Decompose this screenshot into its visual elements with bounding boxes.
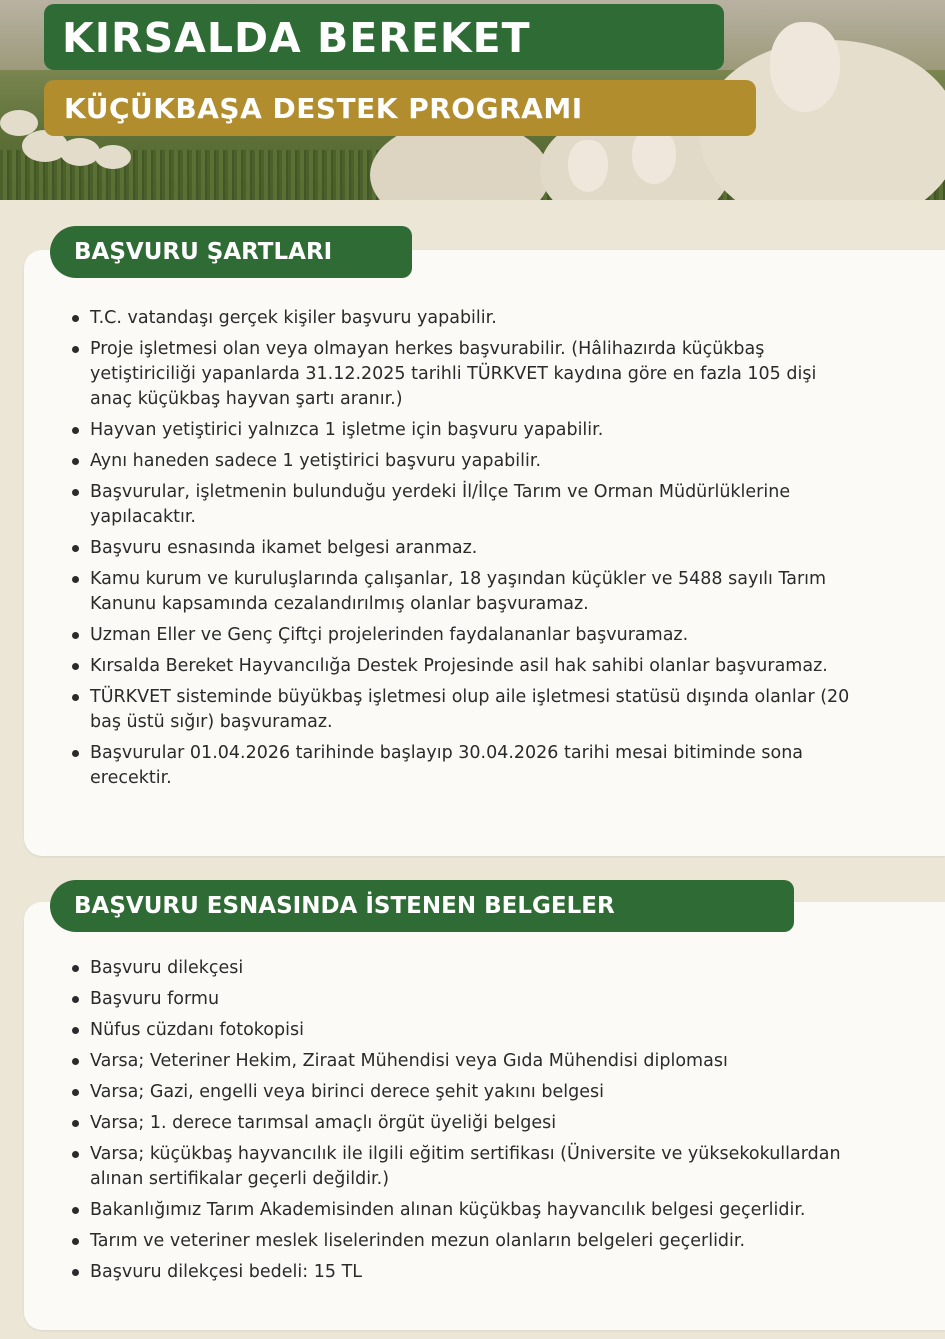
list-item-text: Proje işletmesi olan veya olmayan herkes başvurabilir. (Hâlihazırda küçükbaş xyxy=(90,339,765,359)
bullet-icon xyxy=(72,663,79,670)
list-item xyxy=(68,1080,905,1105)
list-item xyxy=(68,741,905,791)
list-item xyxy=(68,449,905,474)
list-item-text: T.C. vatandaşı gerçek kişiler başvuru yapabilir. xyxy=(90,308,497,328)
list-item xyxy=(68,654,905,679)
subtitle-box xyxy=(44,80,756,136)
list-item xyxy=(68,1111,905,1136)
list-item xyxy=(68,987,905,1012)
list-item-text: Tarım ve veteriner meslek liselerinden mezun olanların belgeleri geçerlidir. xyxy=(90,1231,746,1251)
requirements-card xyxy=(24,250,945,856)
sheep-face xyxy=(632,128,676,184)
list-item-text: anaç küçükbaş hayvan şartı aranır.) xyxy=(90,389,403,409)
bullet-icon xyxy=(72,1269,79,1276)
list-item-text: Varsa; Gazi, engelli veya birinci derece şehit yakını belgesi xyxy=(90,1082,604,1102)
list-item-text: Kamu kurum ve kuruluşlarında çalışanlar, 18 yaşından küçükler ve 5488 sayılı Tarım xyxy=(90,569,827,589)
requirements-heading-box xyxy=(50,226,412,278)
list-item-text: erecektir. xyxy=(90,768,172,788)
list-item-text: Başvurular, işletmenin bulunduğu yerdeki İl/İlçe Tarım ve Orman Müdürlüklerine xyxy=(90,482,791,502)
list-item xyxy=(68,1018,905,1043)
list-item-text: Varsa; küçükbaş hayvancılık ile ilgili eğitim sertifikası (Üniversite ve yüksekokullardan xyxy=(90,1144,841,1164)
list-item-text: Kırsalda Bereket Hayvancılığa Destek Projesinde asil hak sahibi olanlar başvuramaz. xyxy=(90,656,828,676)
bullet-icon xyxy=(72,996,79,1003)
list-item-text: Başvuru dilekçesi bedeli: 15 TL xyxy=(90,1262,363,1282)
list-item xyxy=(68,567,905,617)
bullet-icon xyxy=(72,1089,79,1096)
documents-heading: BAŞVURU ESNASINDA İSTENEN BELGELER xyxy=(74,893,615,919)
list-item xyxy=(68,480,905,530)
list-item-text: TÜRKVET sisteminde büyükbaş işletmesi olup aile işletmesi statüsü dışında olanlar (20 xyxy=(90,687,850,707)
list-item-text: Başvuru esnasında ikamet belgesi aranmaz. xyxy=(90,538,478,558)
list-item xyxy=(68,1229,905,1254)
list-item xyxy=(68,536,905,561)
list-item xyxy=(68,1142,905,1192)
bullet-icon xyxy=(72,694,79,701)
bullet-icon xyxy=(72,1151,79,1158)
list-item-text: alınan sertifikalar geçerli değildir.) xyxy=(90,1169,390,1189)
list-item-text: yetiştiriciliği yapanlarda 31.12.2025 tarihli TÜRKVET kaydına göre en fazla 105 dişi xyxy=(90,364,817,384)
list-item xyxy=(68,337,905,412)
sheep-image xyxy=(60,138,100,166)
bullet-icon xyxy=(72,489,79,496)
list-item xyxy=(68,685,905,735)
bullet-icon xyxy=(72,346,79,353)
page-title: KIRSALDA BEREKET xyxy=(62,14,531,62)
list-item-text: Aynı haneden sadece 1 yetiştirici başvuru yapabilir. xyxy=(90,451,542,471)
list-item-text: yapılacaktır. xyxy=(90,507,196,527)
documents-list xyxy=(68,956,905,1291)
documents-card xyxy=(24,902,945,1330)
list-item xyxy=(68,1049,905,1074)
list-item xyxy=(68,418,905,443)
list-item-text: Varsa; Veteriner Hekim, Ziraat Mühendisi veya Gıda Mühendisi diploması xyxy=(90,1051,728,1071)
list-item xyxy=(68,623,905,648)
sheep-image xyxy=(95,145,131,169)
bullet-icon xyxy=(72,1120,79,1127)
list-item-text: Başvurular 01.04.2026 tarihinde başlayıp 30.04.2026 tarihi mesai bitiminde sona xyxy=(90,743,804,763)
bullet-icon xyxy=(72,458,79,465)
list-item-text: Uzman Eller ve Genç Çiftçi projelerinden faydalananlar başvuramaz. xyxy=(90,625,689,645)
page-subtitle: KÜÇÜKBAŞA DESTEK PROGRAMI xyxy=(64,92,583,125)
list-item xyxy=(68,1198,905,1223)
bullet-icon xyxy=(72,1238,79,1245)
list-item-text: Kanunu kapsamında cezalandırılmış olanlar başvuramaz. xyxy=(90,594,589,614)
bullet-icon xyxy=(72,576,79,583)
title-box xyxy=(44,4,724,70)
list-item-text: baş üstü sığır) başvuramaz. xyxy=(90,712,333,732)
list-item xyxy=(68,956,905,981)
bullet-icon xyxy=(72,1027,79,1034)
list-item-text: Nüfus cüzdanı fotokopisi xyxy=(90,1020,304,1040)
bullet-icon xyxy=(72,750,79,757)
bullet-icon xyxy=(72,965,79,972)
bullet-icon xyxy=(72,545,79,552)
bullet-icon xyxy=(72,427,79,434)
list-item xyxy=(68,306,905,331)
requirements-list xyxy=(68,306,905,797)
documents-heading-box xyxy=(50,880,794,932)
list-item-text: Hayvan yetiştirici yalnızca 1 işletme için başvuru yapabilir. xyxy=(90,420,604,440)
list-item-text: Başvuru formu xyxy=(90,989,220,1009)
header-banner xyxy=(0,0,945,200)
list-item-text: Başvuru dilekçesi xyxy=(90,958,244,978)
requirements-heading: BAŞVURU ŞARTLARI xyxy=(74,239,333,265)
list-item-text: Varsa; 1. derece tarımsal amaçlı örgüt üyeliği belgesi xyxy=(90,1113,557,1133)
bullet-icon xyxy=(72,1058,79,1065)
bullet-icon xyxy=(72,1207,79,1214)
sheep-face xyxy=(568,140,608,192)
sheep-face xyxy=(770,22,840,112)
bullet-icon xyxy=(72,315,79,322)
list-item xyxy=(68,1260,905,1285)
list-item-text: Bakanlığımız Tarım Akademisinden alınan küçükbaş hayvancılık belgesi geçerlidir. xyxy=(90,1200,806,1220)
bullet-icon xyxy=(72,632,79,639)
